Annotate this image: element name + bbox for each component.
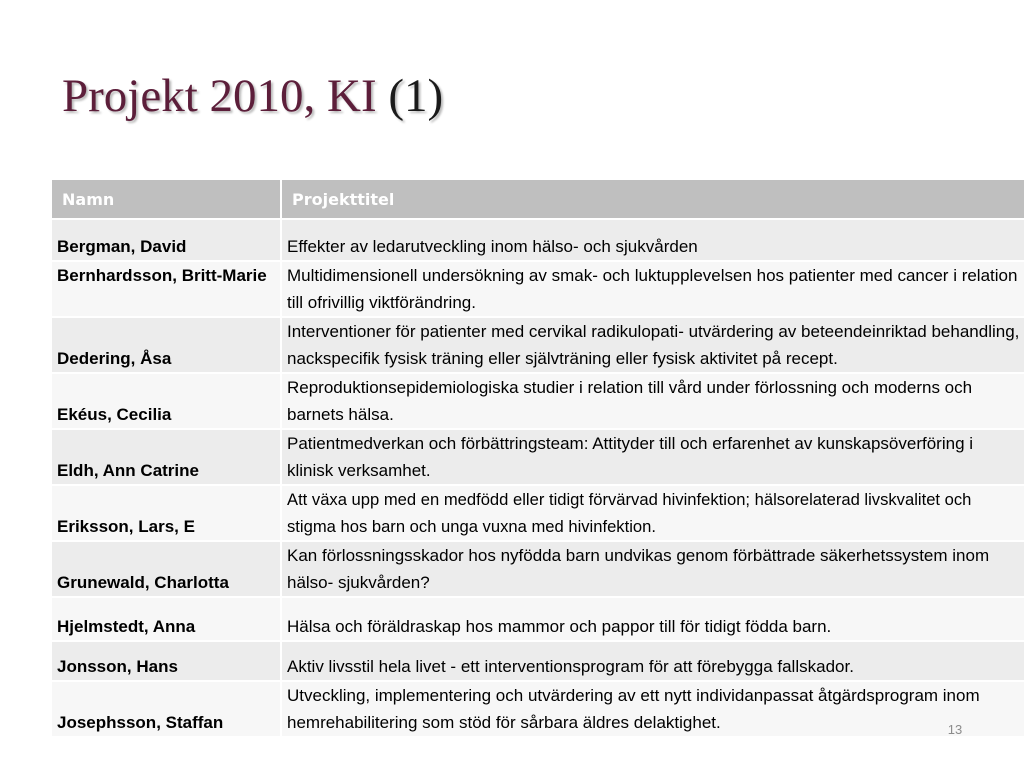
table-row <box>52 219 1024 261</box>
name-cell: Josephsson, Staffan <box>52 681 281 737</box>
table-row <box>52 317 1024 373</box>
table-row <box>52 641 1024 681</box>
table-row <box>52 541 1024 597</box>
table-row <box>52 429 1024 485</box>
slide-title-main: Projekt 2010, KI <box>62 70 377 122</box>
name-cell: Hjelmstedt, Anna <box>52 597 281 641</box>
project-title-cell: Kan förlossningsskador hos nyfödda barn undvikas genom förbättrade säkerhetssystem inom hälso- sjukvården? <box>281 541 1024 597</box>
table-row <box>52 261 1024 317</box>
slide-title <box>62 66 443 126</box>
name-cell: Bernhardsson, Britt-Marie <box>52 261 281 317</box>
project-title-cell: Multidimensionell undersökning av smak- och luktupplevelsen hos patienter med cancer i relation till ofrivillig viktförändring. <box>281 261 1024 317</box>
slide-title-suffix: (1) <box>388 70 444 122</box>
name-cell: Grunewald, Charlotta <box>52 541 281 597</box>
name-cell: Jonsson, Hans <box>52 641 281 681</box>
name-cell: Ekéus, Cecilia <box>52 373 281 429</box>
table-row <box>52 597 1024 641</box>
project-title-cell: Utveckling, implementering och utvärdering av ett nytt individanpassat åtgärdsprogram inom hemrehabilitering som stöd för sårbara äldres delaktighet. <box>281 681 1024 737</box>
project-title-cell: Patientmedverkan och förbättringsteam: Attityder till och erfarenhet av kunskapsöverföring i klinisk verksamhet. <box>281 429 1024 485</box>
table-header-row <box>52 180 1024 219</box>
project-title-cell: Att växa upp med en medfödd eller tidigt förvärvad hivinfektion; hälsorelaterad livskvalitet och stigma hos barn och unga vuxna med hivinfektion. <box>281 485 1024 541</box>
page-number: 13 <box>947 722 963 737</box>
name-cell: Dedering, Åsa <box>52 317 281 373</box>
name-cell: Eriksson, Lars, E <box>52 485 281 541</box>
column-header-projekttitel: Projekttitel <box>281 180 1024 219</box>
table-row <box>52 681 1024 737</box>
column-header-namn: Namn <box>52 180 281 219</box>
name-cell: Eldh, Ann Catrine <box>52 429 281 485</box>
project-title-cell: Reproduktionsepidemiologiska studier i relation till vård under förlossning och moderns och barnets hälsa. <box>281 373 1024 429</box>
project-title-cell: Interventioner för patienter med cervikal radikulopati- utvärdering av beteendeinriktad behandling, nackspecifik fysisk träning eller självträning eller fysisk aktivitet på recept. <box>281 317 1024 373</box>
project-title-cell: Hälsa och föräldraskap hos mammor och pappor till för tidigt födda barn. <box>281 597 1024 641</box>
project-title-cell: Effekter av ledarutveckling inom hälso- och sjukvården <box>281 219 1024 261</box>
table-row <box>52 485 1024 541</box>
projects-table <box>52 180 1024 738</box>
name-cell: Bergman, David <box>52 219 281 261</box>
project-title-cell: Aktiv livsstil hela livet - ett interventionsprogram för att förebygga fallskador. <box>281 641 1024 681</box>
table-row <box>52 373 1024 429</box>
